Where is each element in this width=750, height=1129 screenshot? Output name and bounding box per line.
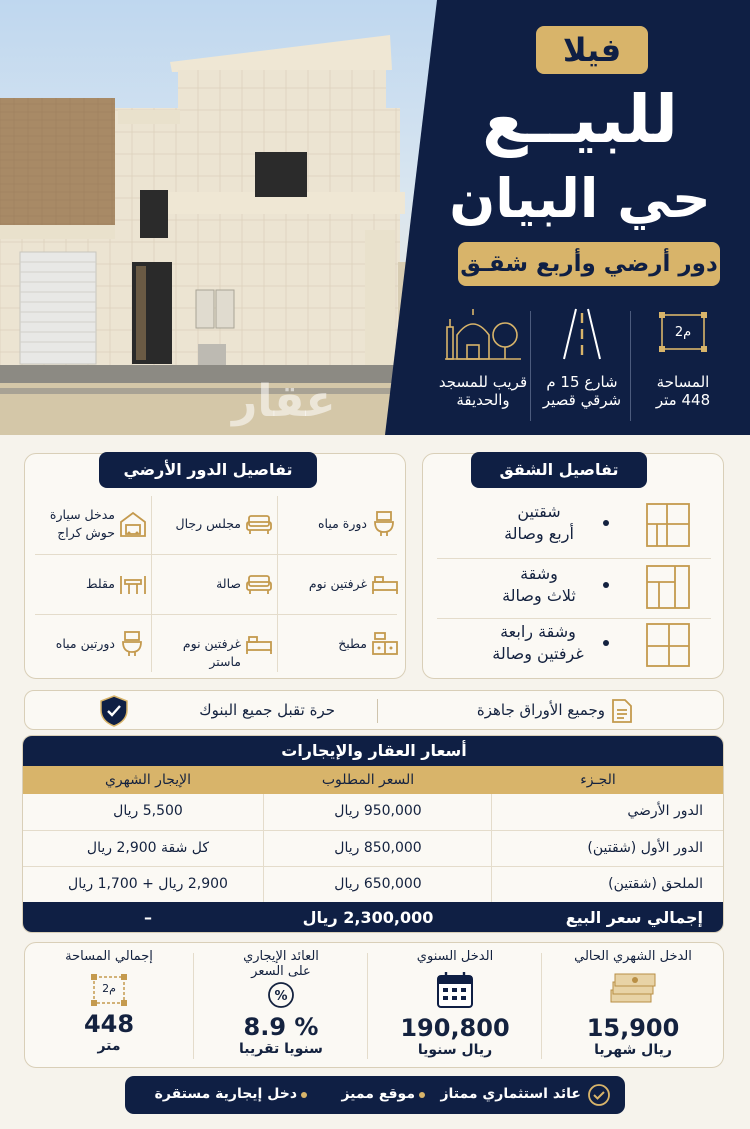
floorplan-icon — [645, 502, 691, 548]
district-name: حي البيان — [449, 167, 711, 230]
stat-value: 15,900 — [586, 1014, 680, 1042]
stat-title: الدخل الشهري الحالي — [574, 949, 692, 964]
svg-text:%: % — [274, 989, 288, 1004]
toilet-icon — [119, 630, 147, 658]
hero-features — [438, 305, 728, 425]
banks-text: حرة تقبل جميع البنوك — [199, 701, 335, 719]
document-icon — [611, 698, 633, 724]
footer-dot — [419, 1092, 425, 1098]
ground-floor-item-label: مطبخ — [338, 636, 367, 651]
stat-monthly — [545, 949, 721, 1058]
feature-street-line2: شرقي قصير — [542, 391, 622, 409]
ground-floor-item — [283, 618, 401, 672]
stat-unit: ريال سنويا — [417, 1042, 493, 1058]
apartment-item — [423, 618, 725, 676]
toilet-icon — [371, 510, 399, 538]
price-row-rent: 5,500 ريال — [113, 803, 183, 819]
price-row-part: الملحق (شقتين) — [608, 876, 703, 892]
stats-card — [24, 942, 724, 1068]
feature-mosque — [438, 305, 528, 409]
ground-floor-item-label: مجلس رجال — [175, 516, 241, 531]
price-row — [23, 794, 724, 830]
footer-item: موقع مميز — [341, 1086, 415, 1102]
stat-title: الدخل السنوي — [416, 949, 494, 964]
total-value: 2,300,000 ريال — [302, 908, 434, 927]
header-rent: الإيجار الشهري — [104, 772, 192, 788]
price-row-part: الدور الأول (شقتين) — [587, 840, 703, 856]
feature-street-line1: شارع 15 م — [546, 373, 618, 391]
stat-unit: ريال شهريا — [594, 1042, 672, 1058]
hero-subtitle: دور أرضي وأربع شقـق — [458, 242, 720, 286]
floorplan-icon — [645, 564, 691, 610]
feature-street — [536, 305, 628, 409]
apartment-item — [423, 496, 725, 556]
kitchen-icon — [371, 630, 399, 658]
ground-floor-title: تفاصيل الدور الأرضي — [99, 452, 317, 488]
ground-floor-item — [283, 558, 401, 612]
stat-yield — [197, 949, 365, 1057]
stat-unit: متر — [97, 1038, 121, 1054]
stat-area — [27, 949, 191, 1054]
price-row-rent: كل شقة 2,900 ريال — [86, 840, 210, 856]
bullet-dot — [603, 582, 609, 588]
stat-title: العائد الإيجاري على السعر — [243, 949, 319, 979]
villa-photo — [0, 0, 437, 435]
stat-title: إجمالي المساحة — [65, 949, 153, 964]
apartment-line1: شقتين — [517, 502, 561, 521]
price-row-price: 950,000 ريال — [334, 803, 422, 819]
papers-ready-text: وجميع الأوراق جاهزة — [476, 701, 605, 719]
info-bar — [24, 690, 724, 730]
ground-floor-item — [31, 558, 149, 612]
percent-icon — [267, 981, 295, 1009]
header-part: الجـزء — [580, 772, 616, 788]
feature-mosque-line2: والحديقة — [456, 391, 510, 409]
ground-floor-item — [157, 618, 275, 672]
price-row-price: 850,000 ريال — [334, 840, 422, 856]
apartments-title: تفاصيل الشقق — [471, 452, 647, 488]
money-icon — [607, 968, 659, 1010]
apartment-item — [423, 558, 725, 616]
dining-icon — [119, 570, 147, 598]
area-icon-label: م2 — [674, 325, 692, 340]
price-row-price: 650,000 ريال — [334, 876, 422, 892]
apartment-line2: أربع وصالة — [504, 524, 574, 543]
apartment-line2: غرفتين وصالة — [492, 644, 584, 663]
calendar-icon — [435, 970, 475, 1010]
check-circle-icon — [587, 1083, 611, 1107]
prices-table — [22, 735, 724, 933]
ground-floor-item-label: غرفتين نوم ماستر — [182, 636, 241, 669]
price-row — [23, 830, 724, 866]
header-price: السعر المطلوب — [321, 772, 415, 788]
footer-dot — [301, 1092, 307, 1098]
ground-floor-item — [283, 498, 401, 552]
ground-floor-item — [31, 618, 149, 672]
stat-value: 448 — [83, 1010, 135, 1038]
sofa-icon — [245, 510, 273, 538]
ground-floor-item — [31, 498, 149, 552]
footer-item: عائد استثماري ممتاز — [440, 1086, 581, 1102]
floorplan-icon — [645, 622, 691, 668]
prices-header-row — [23, 766, 724, 794]
stat-value: 8.9 % — [243, 1013, 319, 1041]
prices-title: أسعار العقار والإيجارات — [23, 736, 724, 766]
road-icon — [554, 305, 610, 361]
property-type-badge: فيلا — [536, 26, 648, 74]
apartment-line1: وشقة — [520, 564, 558, 583]
apartments-card — [422, 453, 724, 679]
feature-area-line1: المساحة — [656, 373, 710, 391]
ground-floor-item-label: مدخل سيارة حوش كراج — [49, 507, 115, 540]
mosque-icon — [443, 305, 523, 363]
footer-bar — [125, 1076, 625, 1114]
price-row-part: الدور الأرضي — [627, 803, 703, 819]
bullet-dot — [603, 640, 609, 646]
bullet-dot — [603, 520, 609, 526]
ground-floor-item-label: دورة مياه — [318, 516, 367, 531]
total-rent: – — [144, 908, 152, 927]
sofa-icon — [245, 570, 273, 598]
ground-floor-card — [24, 453, 406, 679]
area-icon-label: م2 — [102, 982, 116, 995]
ground-floor-item-label: صالة — [216, 576, 241, 591]
stat-unit: سنويا تقريبا — [239, 1041, 323, 1057]
price-row — [23, 866, 724, 902]
footer-item: دخل إيجارية مستقرة — [154, 1086, 297, 1102]
ground-floor-item — [157, 498, 275, 552]
bed-icon — [245, 630, 273, 658]
apartment-line1: وشقة رابعة — [500, 622, 576, 641]
feature-area-line2: 448 متر — [655, 391, 711, 409]
ground-floor-item-label: دورتين مياه — [55, 636, 115, 651]
ground-floor-item-label: غرفتين نوم — [308, 576, 367, 591]
villa-building-image — [0, 0, 437, 435]
bed-icon — [371, 570, 399, 598]
ground-floor-item-label: مقلط — [85, 576, 115, 591]
watermark-text: عقار — [232, 376, 336, 427]
feature-area — [638, 305, 728, 409]
shield-check-icon — [99, 694, 129, 728]
apartment-line2: ثلاث وصالة — [502, 586, 576, 605]
total-row — [23, 902, 724, 933]
garage-icon — [119, 510, 147, 538]
stat-value: 190,800 — [400, 1014, 510, 1042]
feature-mosque-line1: قريب للمسجد — [438, 373, 528, 391]
ground-floor-item — [157, 558, 275, 612]
total-label: إجمالي سعر البيع — [565, 908, 703, 927]
stat-yearly — [371, 949, 539, 1058]
price-row-rent: 2,900 ريال + 1,700 ريال — [68, 876, 228, 892]
hero-title: للبيــع — [482, 81, 678, 158]
